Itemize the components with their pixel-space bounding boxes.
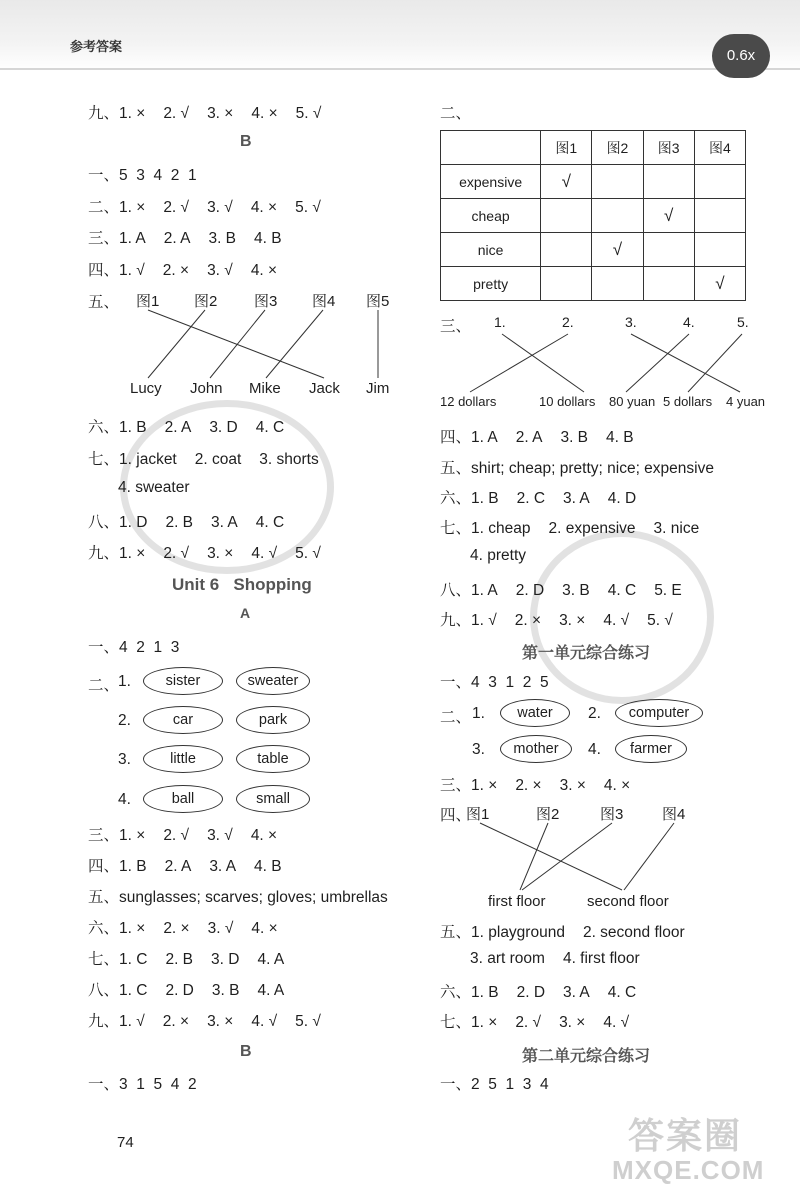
row-number: 2. [588,705,601,722]
row-header: expensive [441,165,541,199]
circled-word: car [143,706,223,734]
circled-word: small [236,785,310,813]
answer-line: 八、1. C 2. D 3. B 4. A [88,982,285,999]
item-number: 1. [494,314,506,330]
match-line [502,334,584,392]
price-label: 4 yuan [726,394,766,409]
row-number: 2. [118,712,131,729]
answer-line: 一、5 3 4 2 1 [88,167,197,184]
picture-label: 图3 [254,293,278,310]
row-number: 1. [118,673,131,690]
person-name: Mike [249,380,281,397]
row-number: 3. [472,741,485,758]
site-watermark-url: MXQE.COM [612,1155,765,1185]
table-cell: √ [541,165,592,199]
picture-label: 图2 [194,293,218,310]
circled-word: mother [500,735,572,763]
match-line [522,823,612,890]
answer-line: 4. pretty [470,547,526,564]
answer-line: 九、1. × 2. √ 3. × 4. √ 5. √ [88,545,321,562]
header-title: 参考答案 [70,39,123,54]
row-number: 4. [118,791,131,808]
match-line [688,334,742,392]
picture-label: 图4 [662,806,686,823]
match-section-label: 五、 [88,294,120,311]
playback-speed-button[interactable]: 0.6x [712,34,770,78]
unit-title: Unit 6 Shopping [172,575,312,594]
item-number: 4. [683,314,695,330]
circled-word: little [143,745,223,773]
row-number: 4. [588,741,601,758]
answer-line: 二、1. × 2. √ 3. √ 4. × 5. √ [88,199,321,216]
circled-word: computer [615,699,703,727]
table-cell: √ [694,267,745,301]
site-watermark: 答案圈 [628,1115,743,1156]
column-header: 图4 [694,131,745,165]
answer-line: 3. art room 4. first floor [470,950,640,967]
unit-title: 第一单元综合练习 [522,645,651,662]
price-label: 80 yuan [609,394,656,409]
picture-label: 图5 [366,293,390,310]
column-header: 图1 [541,131,592,165]
table-section-label: 二、 [440,105,472,122]
answer-line: 九、1. √ 2. × 3. × 4. √ 5. √ [440,612,673,629]
match-line [631,334,740,392]
circle-section-label: 二、 [440,709,472,726]
row-header: cheap [441,199,541,233]
answer-line: 六、1. B 2. C 3. A 4. D [440,490,637,507]
match-line [626,334,689,392]
answer-line: 一、4 2 1 3 [88,639,180,656]
section-title: B [240,133,252,150]
person-name: Jack [309,380,340,397]
answer-line: 七、1. C 2. B 3. D 4. A [88,951,285,968]
unit-title: 第二单元综合练习 [522,1048,651,1065]
answer-line: 六、1. B 2. D 3. A 4. C [440,984,637,1001]
answer-line: 六、1. × 2. × 3. √ 4. × [88,920,278,937]
answer-line: 七、1. × 2. √ 3. × 4. √ [440,1014,630,1031]
circled-word: farmer [615,735,687,763]
table-cell: √ [592,233,643,267]
row-header: pretty [441,267,541,301]
circled-word: sister [143,667,223,695]
person-name: Lucy [130,380,162,397]
match-line [266,310,323,378]
column-header: 图3 [643,131,694,165]
match-section-label: 四、 [440,807,472,824]
match-line [520,823,548,890]
row-number: 1. [472,705,485,722]
answer-line: 七、1. cheap 2. expensive 3. nice [440,520,700,537]
answer-line: 八、1. D 2. B 3. A 4. C [88,514,285,531]
circle-section-label: 二、 [88,677,120,694]
answer-line: 六、1. B 2. A 3. D 4. C [88,419,285,436]
page-number: 74 [117,1134,134,1151]
answer-line: 五、shirt; cheap; pretty; nice; expensive [440,460,714,477]
person-name: Jim [366,380,390,397]
item-number: 5. [737,314,749,330]
item-number: 2. [562,314,574,330]
picture-label: 图1 [136,293,160,310]
answer-line: 4. sweater [118,479,190,496]
picture-label: 图4 [312,293,336,310]
match-line [148,310,205,378]
circled-word: park [236,706,310,734]
answer-line: 三、1. A 2. A 3. B 4. B [88,230,282,247]
row-header: nice [441,233,541,267]
picture-label: 图2 [536,806,560,823]
answer-line: 一、2 5 1 3 4 [440,1076,549,1093]
column-header: 图2 [592,131,643,165]
picture-label: 图3 [600,806,624,823]
circled-word: table [236,745,310,773]
match-line [148,310,324,378]
price-label: 5 dollars [663,394,713,409]
item-number: 3. [625,314,637,330]
floor-label: second floor [587,893,669,910]
answer-line: 三、1. × 2. × 3. × 4. × [440,777,631,794]
match-line [480,823,622,890]
answer-line: 三、1. × 2. √ 3. √ 4. × [88,827,278,844]
circled-word: water [500,699,570,727]
match-line [624,823,674,890]
match-line [210,310,265,378]
answer-line: 九、1. √ 2. × 3. × 4. √ 5. √ [88,1013,321,1030]
price-label: 10 dollars [539,394,596,409]
floor-label: first floor [488,893,546,910]
circled-word: sweater [236,667,310,695]
answer-line: 四、1. √ 2. × 3. √ 4. × [88,262,278,279]
match-section-label: 三、 [440,318,472,335]
person-name: John [190,380,223,397]
answer-line: 七、1. jacket 2. coat 3. shorts [88,451,319,468]
answer-line: 一、4 3 1 2 5 [440,674,549,691]
price-label: 12 dollars [440,394,497,409]
answer-line: 四、1. A 2. A 3. B 4. B [440,429,634,446]
picture-label: 图1 [466,806,490,823]
answer-line: 八、1. A 2. D 3. B 4. C 5. E [440,582,682,599]
circled-word: ball [143,785,223,813]
row-number: 3. [118,751,131,768]
answer-line: 九、1. × 2. √ 3. × 4. × 5. √ [88,105,322,122]
answer-line: 四、1. B 2. A 3. A 4. B [88,858,282,875]
section-title: A [240,605,251,621]
section-title: B [240,1043,252,1060]
answer-line: 五、1. playground 2. second floor [440,924,685,941]
answer-line: 五、sunglasses; scarves; gloves; umbrellas [88,889,388,906]
match-line [470,334,568,392]
table-cell: √ [643,199,694,233]
answer-line: 一、3 1 5 4 2 [88,1076,197,1093]
